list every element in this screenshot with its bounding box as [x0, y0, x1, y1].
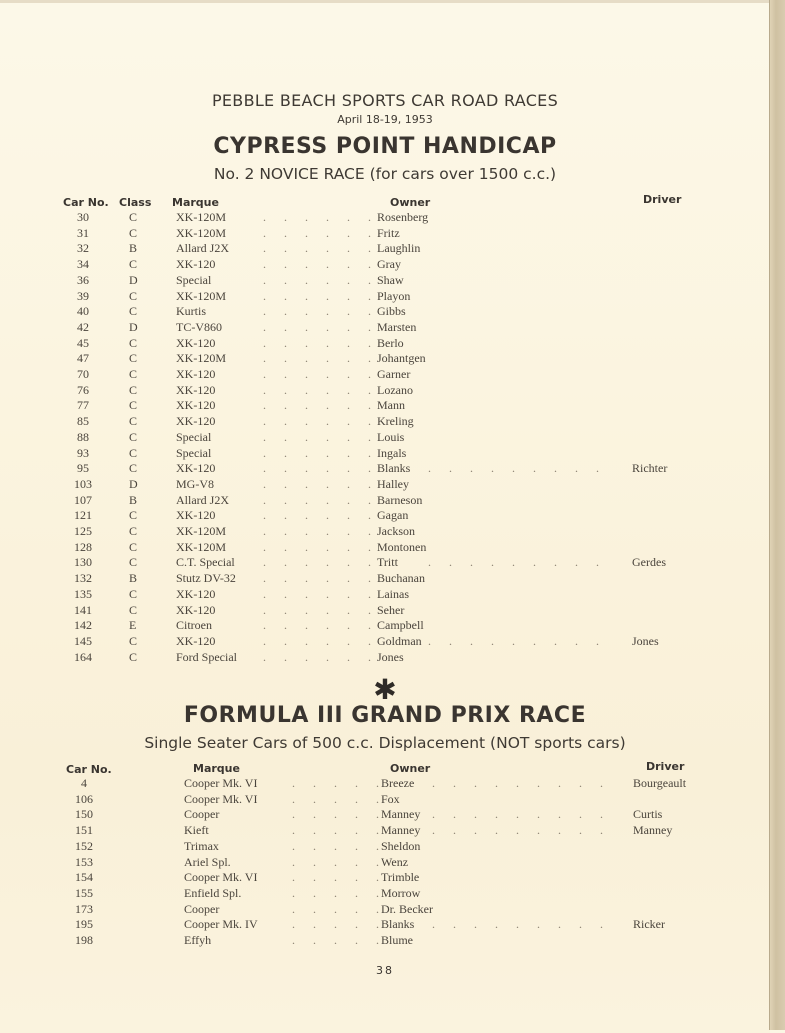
- car-number: 70: [77, 367, 89, 381]
- car-marque: MG-V8: [176, 476, 214, 491]
- car-marque: Stutz DV-32: [176, 571, 236, 586]
- car-marque: Cooper Mk. VI: [184, 791, 258, 806]
- car-number: 34: [77, 257, 89, 272]
- car-owner: Halley: [377, 476, 409, 491]
- car-marque: XK-120: [176, 602, 216, 617]
- car-owner: Jones: [377, 649, 404, 664]
- table-row: [0, 476, 770, 492]
- car-marque: XK-120M: [176, 225, 226, 240]
- car-owner: Breeze: [381, 776, 415, 790]
- table-row: [0, 916, 770, 932]
- col-driver: Driver: [646, 760, 685, 773]
- car-marque: XK-120: [176, 586, 216, 601]
- leader-dots: . . . . . .: [263, 571, 371, 586]
- car-owner: Barneson: [377, 492, 423, 507]
- car-number: 121: [74, 508, 92, 523]
- car-driver: Gerdes: [632, 555, 666, 570]
- car-number: 154: [75, 870, 93, 885]
- car-owner: Louis: [377, 429, 405, 444]
- table-row: [0, 885, 770, 901]
- car-owner: Playon: [377, 288, 411, 303]
- table-row: [0, 586, 770, 602]
- col-marque: Marque: [172, 196, 219, 209]
- leader-dots: . . . . .: [292, 901, 379, 916]
- car-class: D: [129, 476, 138, 491]
- race2-title: FORMULA III GRAND PRIX RACE: [183, 703, 587, 728]
- table-row: [0, 209, 770, 225]
- car-owner: Rosenberg: [377, 210, 429, 224]
- table-row: [0, 272, 770, 288]
- car-number: 45: [77, 335, 89, 350]
- car-marque: Cooper: [184, 901, 220, 916]
- car-owner: Mann: [377, 398, 405, 413]
- car-owner: Marsten: [377, 319, 417, 334]
- leader-dots: . . . . . .: [263, 414, 371, 429]
- leader-dots: . . . . . . . . .: [432, 917, 603, 932]
- car-owner: Buchanan: [377, 571, 425, 586]
- col-marque: Marque: [193, 762, 240, 775]
- leader-dots: . . . . . .: [263, 225, 371, 240]
- car-number: 135: [74, 586, 92, 601]
- car-number: 76: [77, 382, 89, 397]
- car-marque: Trimax: [184, 838, 219, 853]
- car-owner: Blanks: [377, 461, 411, 476]
- table-row: [0, 932, 770, 948]
- car-number: 173: [75, 901, 93, 916]
- table-row: [0, 256, 770, 272]
- car-marque: Special: [176, 445, 212, 460]
- car-marque: XK-120: [176, 508, 216, 523]
- car-owner: Blanks: [381, 917, 415, 932]
- car-class: C: [129, 335, 138, 350]
- leader-dots: . . . . . .: [263, 555, 371, 570]
- car-marque: Enfield Spl.: [184, 885, 242, 900]
- car-owner: Lozano: [377, 382, 413, 397]
- car-marque: XK-120: [176, 367, 216, 381]
- leader-dots: . . . . . .: [263, 633, 371, 648]
- car-number: 151: [75, 823, 93, 838]
- car-marque: Special: [176, 272, 212, 287]
- leader-dots: . . . . . .: [263, 335, 371, 350]
- car-marque: XK-120: [176, 633, 216, 648]
- car-owner: Dr. Becker: [381, 901, 433, 916]
- car-owner: Shaw: [377, 272, 404, 287]
- leader-dots: . . . . . .: [263, 272, 371, 287]
- leader-dots: . . . . . .: [263, 210, 371, 224]
- car-marque: TC-V860: [176, 319, 222, 334]
- leader-dots: . . . . . .: [263, 445, 371, 460]
- leader-dots: . . . . . .: [263, 304, 371, 319]
- col-class: Class: [119, 196, 152, 209]
- leader-dots: . . . . . .: [263, 257, 371, 272]
- car-owner: Jackson: [377, 524, 415, 538]
- car-class: C: [129, 555, 138, 570]
- leader-dots: . . . . . . . . .: [428, 555, 599, 570]
- table-row: [0, 523, 770, 539]
- car-owner: Manney: [381, 823, 421, 838]
- car-marque: Citroen: [176, 618, 212, 633]
- leader-dots: . . . . . .: [263, 382, 371, 397]
- car-owner: Berlo: [377, 335, 404, 350]
- leader-dots: . . . . .: [292, 854, 379, 869]
- table-row: [0, 854, 770, 870]
- leader-dots: . . . . .: [292, 791, 379, 806]
- car-class: B: [129, 571, 138, 586]
- table-row: [0, 303, 770, 319]
- car-marque: XK-120: [176, 398, 216, 413]
- table-row: [0, 901, 770, 917]
- leader-dots: . . . . . .: [263, 508, 371, 523]
- car-number: 132: [74, 571, 92, 586]
- car-number: 40: [77, 304, 89, 319]
- table-row: [0, 240, 770, 256]
- car-marque: Cooper Mk. IV: [184, 917, 258, 932]
- car-class: B: [129, 492, 138, 507]
- leader-dots: . . . . .: [292, 807, 379, 822]
- car-marque: Allard J2X: [176, 492, 229, 507]
- car-driver: Richter: [632, 461, 668, 476]
- table-row: [0, 288, 770, 304]
- car-owner: Garner: [377, 367, 411, 381]
- car-number: 141: [74, 602, 92, 617]
- table-row: [0, 539, 770, 555]
- car-owner: Laughlin: [377, 241, 421, 256]
- car-class: C: [129, 539, 138, 554]
- event-title: PEBBLE BEACH SPORTS CAR ROAD RACES: [211, 91, 559, 110]
- car-marque: Special: [176, 429, 212, 444]
- table-row: [0, 366, 770, 382]
- leader-dots: . . . . . .: [263, 319, 371, 334]
- car-number: 153: [75, 854, 93, 869]
- car-class: C: [129, 414, 138, 429]
- table-row: [0, 492, 770, 508]
- table-row: [0, 838, 770, 854]
- car-owner: Montonen: [377, 539, 427, 554]
- leader-dots: . . . . . .: [263, 429, 371, 444]
- car-class: B: [129, 241, 138, 256]
- car-class: C: [129, 367, 138, 381]
- page-edge: [769, 0, 785, 1030]
- table-row: [0, 460, 770, 476]
- car-number: 31: [77, 225, 89, 240]
- car-class: C: [129, 351, 138, 366]
- leader-dots: . . . . .: [292, 776, 379, 790]
- table-row: [0, 350, 770, 366]
- table-row: [0, 806, 770, 822]
- car-owner: Ingals: [377, 445, 407, 460]
- car-owner: Manney: [381, 807, 421, 822]
- table-row: [0, 554, 770, 570]
- car-marque: Allard J2X: [176, 241, 229, 256]
- leader-dots: . . . . .: [292, 823, 379, 838]
- table-row: [0, 633, 770, 649]
- car-number: 30: [77, 210, 89, 224]
- car-owner: Blume: [381, 933, 413, 947]
- car-owner: Sheldon: [381, 838, 421, 853]
- car-class: C: [129, 429, 138, 444]
- leader-dots: . . . . . . . . .: [432, 776, 603, 790]
- leader-dots: . . . . .: [292, 838, 379, 853]
- leader-dots: . . . . . .: [263, 367, 371, 381]
- leader-dots: . . . . . . . . .: [428, 633, 599, 648]
- car-class: C: [129, 586, 138, 601]
- car-marque: XK-120M: [176, 288, 226, 303]
- car-marque: XK-120M: [176, 539, 226, 554]
- car-marque: Ariel Spl.: [184, 854, 231, 869]
- car-marque: Cooper Mk. VI: [184, 870, 258, 885]
- col-car-no: Car No.: [63, 196, 109, 209]
- car-marque: XK-120: [176, 335, 216, 350]
- table-row: [0, 869, 770, 885]
- page-number: 38: [376, 964, 394, 977]
- car-owner: Gagan: [377, 508, 409, 523]
- car-marque: Cooper Mk. VI: [184, 776, 258, 790]
- car-number: 128: [74, 539, 92, 554]
- car-owner: Gibbs: [377, 304, 406, 319]
- event-date: April 18-19, 1953: [337, 113, 433, 126]
- car-owner: Tritt: [377, 555, 398, 570]
- leader-dots: . . . . . . . . .: [432, 823, 603, 838]
- leader-dots: . . . . .: [292, 933, 379, 947]
- car-driver: Jones: [632, 633, 659, 648]
- car-number: 142: [74, 618, 92, 633]
- table-row: [0, 225, 770, 241]
- car-owner: Kreling: [377, 414, 414, 429]
- leader-dots: . . . . . .: [263, 618, 371, 633]
- col-car-no: Car No.: [66, 763, 112, 776]
- car-number: 145: [74, 633, 92, 648]
- car-number: 85: [77, 414, 89, 429]
- car-owner: Johantgen: [377, 351, 426, 366]
- car-number: 39: [77, 288, 89, 303]
- car-number: 4: [81, 776, 87, 790]
- table-row: [0, 649, 770, 665]
- car-class: C: [129, 633, 138, 648]
- leader-dots: . . . . .: [292, 917, 379, 932]
- table-row: [0, 397, 770, 413]
- table-row: [0, 602, 770, 618]
- car-marque: XK-120M: [176, 210, 226, 224]
- leader-dots: . . . . . .: [263, 492, 371, 507]
- car-marque: Ford Special: [176, 649, 237, 664]
- col-driver: Driver: [643, 193, 682, 206]
- car-class: C: [129, 304, 138, 319]
- car-number: 198: [75, 933, 93, 947]
- leader-dots: . . . . . . . . .: [432, 807, 603, 822]
- car-marque: Effyh: [184, 933, 212, 947]
- leader-dots: . . . . . .: [263, 476, 371, 491]
- table-row: [0, 445, 770, 461]
- car-marque: XK-120M: [176, 524, 226, 538]
- leader-dots: . . . . . . . . .: [428, 461, 599, 476]
- table-row: [0, 319, 770, 335]
- race2-subtitle: Single Seater Cars of 500 c.c. Displacement (NOT sports cars): [144, 734, 626, 752]
- leader-dots: . . . . . .: [263, 586, 371, 601]
- leader-dots: . . . . . .: [263, 539, 371, 554]
- car-number: 95: [77, 461, 89, 476]
- car-marque: XK-120: [176, 257, 216, 272]
- car-class: C: [129, 602, 138, 617]
- car-owner: Seher: [377, 602, 405, 617]
- table-row: [0, 617, 770, 633]
- table-row: [0, 335, 770, 351]
- car-class: C: [129, 210, 138, 224]
- leader-dots: . . . . .: [292, 885, 379, 900]
- car-class: C: [129, 461, 138, 476]
- car-owner: Trimble: [381, 870, 420, 885]
- table-row: [0, 570, 770, 586]
- car-number: 195: [75, 917, 93, 932]
- car-number: 36: [77, 272, 89, 287]
- car-number: 47: [77, 351, 89, 366]
- car-owner: Lainas: [377, 586, 409, 601]
- car-number: 107: [74, 492, 92, 507]
- table-row: [0, 507, 770, 523]
- table-row: [0, 382, 770, 398]
- car-marque: XK-120: [176, 461, 216, 476]
- leader-dots: . . . . . .: [263, 288, 371, 303]
- car-marque: XK-120: [176, 382, 216, 397]
- car-owner: Goldman: [377, 633, 422, 648]
- table-row: [0, 822, 770, 838]
- leader-dots: . . . . . .: [263, 351, 371, 366]
- car-owner: Fritz: [377, 225, 400, 240]
- car-marque: Cooper: [184, 807, 220, 822]
- car-owner: Gray: [377, 257, 401, 272]
- leader-dots: . . . . . .: [263, 524, 371, 538]
- race1-title: CYPRESS POINT HANDICAP: [213, 134, 557, 159]
- leader-dots: . . . . . .: [263, 602, 371, 617]
- car-driver: Curtis: [633, 807, 663, 822]
- car-class: C: [129, 445, 138, 460]
- asterisk-star-icon: ✱: [373, 675, 397, 706]
- car-class: D: [129, 319, 138, 334]
- car-driver: Manney: [633, 823, 673, 838]
- car-class: C: [129, 508, 138, 523]
- car-number: 125: [74, 524, 92, 538]
- car-class: C: [129, 225, 138, 240]
- car-marque: Kieft: [184, 823, 209, 838]
- car-driver: Ricker: [633, 917, 665, 932]
- car-marque: XK-120: [176, 414, 216, 429]
- car-number: 150: [75, 807, 93, 822]
- car-marque: XK-120M: [176, 351, 226, 366]
- car-number: 42: [77, 319, 89, 334]
- table-row: [0, 791, 770, 807]
- car-number: 77: [77, 398, 89, 413]
- car-number: 106: [75, 791, 93, 806]
- car-number: 155: [75, 885, 93, 900]
- table-row: [0, 429, 770, 445]
- car-number: 103: [74, 476, 92, 491]
- car-number: 93: [77, 445, 89, 460]
- car-class: C: [129, 257, 138, 272]
- leader-dots: . . . . . .: [263, 649, 371, 664]
- race1-subtitle: No. 2 NOVICE RACE (for cars over 1500 c.c.): [213, 165, 557, 183]
- car-owner: Campbell: [377, 618, 424, 633]
- car-owner: Fox: [381, 791, 400, 806]
- leader-dots: . . . . . .: [263, 241, 371, 256]
- car-class: C: [129, 382, 138, 397]
- car-owner: Wenz: [381, 854, 409, 869]
- car-number: 88: [77, 429, 89, 444]
- car-marque: C.T. Special: [176, 555, 235, 570]
- car-class: E: [129, 618, 137, 633]
- car-class: C: [129, 524, 138, 538]
- car-class: C: [129, 288, 138, 303]
- car-class: C: [129, 649, 138, 664]
- leader-dots: . . . . . .: [263, 461, 371, 476]
- car-number: 164: [74, 649, 92, 664]
- car-number: 152: [75, 838, 93, 853]
- car-class: D: [129, 272, 138, 287]
- col-owner: Owner: [390, 196, 431, 209]
- car-number: 32: [77, 241, 89, 256]
- car-marque: Kurtis: [176, 304, 206, 319]
- col-owner: Owner: [390, 762, 431, 775]
- table-row: [0, 775, 770, 791]
- car-number: 130: [74, 555, 92, 570]
- leader-dots: . . . . .: [292, 870, 379, 885]
- car-driver: Bourgeault: [633, 776, 687, 790]
- leader-dots: . . . . . .: [263, 398, 371, 413]
- car-owner: Morrow: [381, 885, 421, 900]
- table-row: [0, 413, 770, 429]
- car-class: C: [129, 398, 138, 413]
